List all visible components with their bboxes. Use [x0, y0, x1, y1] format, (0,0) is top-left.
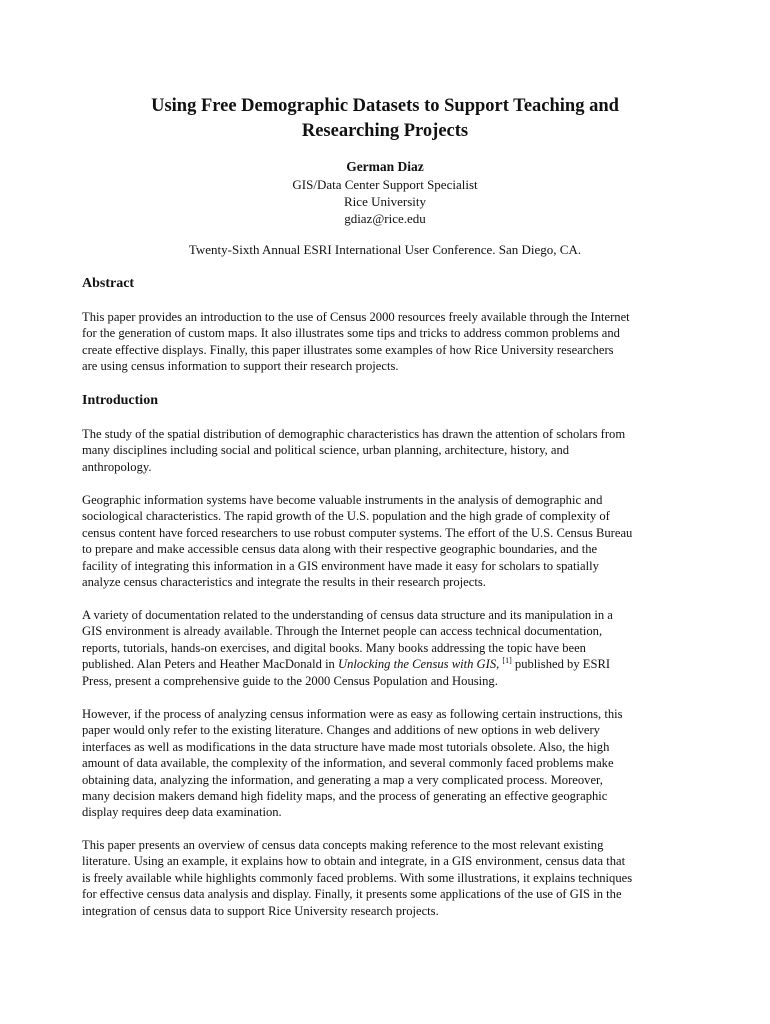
text-run: published by ESRI — [511, 657, 611, 672]
author-affiliation: Rice University — [344, 194, 426, 209]
paper-title — [80, 94, 690, 144]
text-line: A variety of documentation related to the understanding of census data structure and its manipulation in a — [82, 608, 613, 622]
text-line: facility of integrating this information in a GIS environment have made it easy for scholars to spatially — [82, 558, 599, 573]
text-line: anthropology. — [82, 459, 152, 474]
text-line: This paper presents an overview of census data concepts making reference to the most relevant existing — [82, 838, 604, 852]
text-line: GIS environment is already available. Through the Internet people can access technical documentation, — [82, 624, 603, 639]
text-line: paper would only refer to the existing literature. Changes and additions of new options in web delivery — [82, 723, 600, 738]
abstract-heading: Abstract — [82, 276, 135, 291]
text-line: to prepare and make accessible census data along with their respective geographic boundaries, and the — [82, 542, 598, 557]
text-line: for the generation of custom maps. It also illustrates some tips and tricks to address common problems and — [82, 326, 620, 341]
text-line: are using census information to support their research projects. — [82, 359, 399, 374]
intro-paragraph-4 — [82, 706, 692, 821]
text-line: interfaces as well as modifications in the data structure have made most tutorials obsolete. Also, the high — [82, 739, 610, 754]
title-line: Using Free Demographic Datasets to Support Teaching and — [151, 96, 619, 116]
text-line: However, if the process of analyzing census information were as easy as following certain instructions, this — [82, 707, 623, 721]
intro-paragraph-5 — [82, 837, 692, 919]
text-line: census content have forced researchers to use robust computer systems. The effort of the U.S. Census Bureau — [82, 525, 633, 540]
text-line: amount of data available, the complexity of the information, and several commonly faced problems make — [82, 756, 614, 771]
text-line: obtaining data, analyzing the information, and generating a map a very complicated process. Moreover, — [82, 772, 603, 787]
text-line: display requires deep data examination. — [82, 805, 282, 820]
text-line: This paper provides an introduction to the use of Census 2000 resources freely available through the Internet — [82, 310, 630, 324]
introduction-heading: Introduction — [82, 393, 158, 408]
text-run: , — [496, 657, 503, 672]
text-line: create effective displays. Finally, this paper illustrates some examples of how Rice University researchers — [82, 342, 614, 357]
intro-paragraph-2 — [82, 492, 692, 590]
conference-line: Twenty-Sixth Annual ESRI International User Conference. San Diego, CA. — [188, 242, 582, 257]
text-line: reports, tutorials, hands-on exercises, and digital books. Many books addressing the topic have been — [82, 640, 586, 655]
text-line: many disciplines including social and political science, urban planning, architecture, history, and — [82, 443, 570, 458]
text-line: is freely available while highlights commonly faced problems. With some illustrations, it explains techniques — [82, 870, 633, 885]
abstract-paragraph — [82, 309, 692, 375]
author-position: GIS/Data Center Support Specialist — [292, 177, 478, 192]
text-line — [82, 656, 692, 672]
text-line: for effective census data analysis and display. Finally, it presents some applications of the use of GIS in the — [82, 887, 622, 902]
book-title: Unlocking the Census with GIS — [338, 657, 497, 672]
author-email: gdiaz@rice.edu — [344, 211, 426, 226]
intro-paragraph-1 — [82, 426, 692, 475]
text-run: published. Alan Peters and Heather MacDonald in — [82, 657, 339, 672]
text-line: many decision makers demand high fidelity maps, and the process of generating an effective geographic — [82, 789, 608, 804]
text-line: sociological characteristics. The rapid growth of the U.S. population and the high grade of complexity of — [82, 509, 610, 524]
text-line: integration of census data to support Rice University research projects. — [82, 903, 439, 918]
text-line: literature. Using an example, it explains how to obtain and integrate, in a GIS environment, census data that — [82, 854, 626, 869]
intro-paragraph-3 — [82, 607, 692, 689]
citation-reference: [1] — [502, 656, 512, 666]
title-line: Researching Projects — [301, 121, 469, 141]
text-line: Geographic information systems have become valuable instruments in the analysis of demographic and — [82, 493, 603, 507]
text-line: Press, present a comprehensive guide to the 2000 Census Population and Housing. — [82, 673, 498, 688]
author-name: German Diaz — [346, 159, 424, 174]
text-line: The study of the spatial distribution of demographic characteristics has drawn the attention of scholars from — [82, 427, 626, 441]
text-line: analyze census characteristics and integrate the results in their research projects. — [82, 575, 486, 590]
